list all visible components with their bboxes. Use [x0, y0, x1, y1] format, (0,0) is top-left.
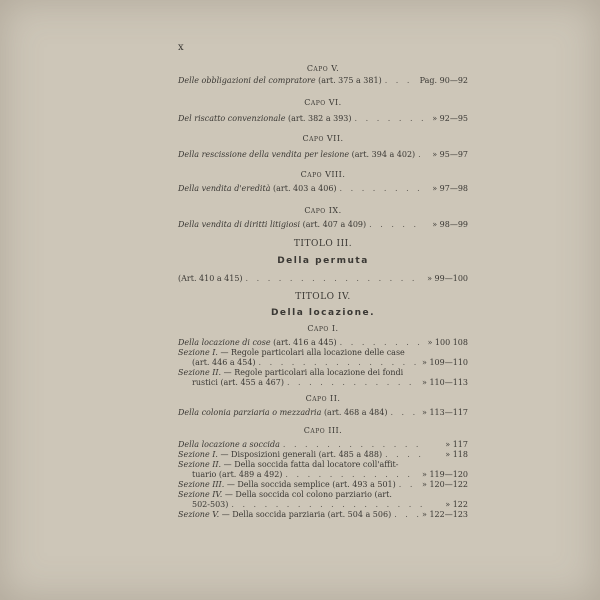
leader-dots: [340, 338, 423, 348]
leader-dots: [385, 76, 417, 86]
entry-pages: Pag. 90—92: [419, 76, 468, 85]
section-label: Sezione III.: [178, 480, 225, 489]
leader-dots: [394, 510, 419, 520]
toc-entry-continuation[interactable]: [178, 500, 468, 510]
entry-title: — Della soccida fatta dal locatore coll'affit-: [223, 460, 399, 469]
entry-title: Della rescissione della vendita per lesione: [178, 150, 350, 159]
entry-articles: (art. 485 a 488): [318, 450, 383, 459]
toc-entry-continuation[interactable]: [178, 470, 468, 480]
entry-pages: » 120—122: [422, 480, 468, 489]
toc-entry[interactable]: [178, 348, 468, 358]
toc-entry-continuation[interactable]: [178, 358, 468, 368]
entry-pages: » 98—99: [432, 220, 468, 229]
entry-title: Del riscatto convenzionale: [178, 114, 286, 123]
section-label: Sezione I.: [178, 450, 218, 459]
title-name: Della permuta: [277, 256, 369, 266]
leader-dots: [385, 450, 423, 460]
entry-pages: » 100 108: [427, 338, 468, 347]
entry-articles: rustici (art. 455 a 467): [192, 378, 284, 387]
entry-pages: » 110—113: [422, 378, 468, 387]
chapter-heading: Capo II.: [305, 394, 341, 403]
entry-articles: (art. 403 a 406): [273, 184, 337, 193]
entry-articles: (art. 416 a 445): [273, 338, 337, 347]
leader-dots: [369, 220, 423, 230]
entry-articles: (art. 382 a 393): [287, 114, 352, 123]
entry-pages: » 113—117: [422, 408, 468, 417]
chapter-heading: Capo VIII.: [300, 170, 346, 179]
entry-pages: » 95—97: [432, 150, 468, 159]
entry-title: — Regole particolari alla locazione delle case: [220, 348, 405, 357]
entry-title: Della locazione a soccida: [178, 440, 280, 449]
entry-pages: » 117: [445, 440, 468, 449]
toc-entry[interactable]: [178, 220, 468, 230]
section-label: Sezione IV.: [178, 490, 223, 499]
leader-dots: [287, 378, 419, 388]
toc-entry[interactable]: [178, 368, 468, 378]
entry-pages: » 122: [445, 500, 468, 509]
entry-articles: (Art. 410 a 415): [178, 274, 243, 283]
chapter-entries: [178, 338, 468, 388]
entry-articles: (art. 394 a 402): [351, 150, 416, 159]
entry-title: — Della soccida semplice: [226, 480, 330, 489]
entry-articles: (art. 375 a 381): [318, 76, 382, 85]
entry-articles: (art. 407 a 409): [302, 220, 367, 229]
entry-articles: tuario (art. 489 a 492): [192, 470, 283, 479]
entry-pages: » 109—110: [422, 358, 468, 367]
entry-articles: 502-503): [192, 500, 229, 509]
title-heading: TITOLO IV.: [295, 292, 351, 302]
leader-dots: [390, 408, 419, 418]
section-label: Sezione II.: [178, 368, 222, 377]
entry-title: — Regole particolari alla locazione dei fondi: [223, 368, 404, 377]
toc-entry[interactable]: [178, 408, 468, 418]
page-number: x: [178, 42, 184, 53]
toc-entry[interactable]: [178, 510, 468, 520]
section-label: Sezione V.: [178, 510, 220, 519]
toc-entry[interactable]: [178, 76, 468, 86]
entry-articles: (art. 504 a 506): [327, 510, 392, 519]
entry-title: Della vendita d'eredità: [178, 184, 271, 193]
chapter-heading: Capo VII.: [302, 134, 344, 143]
leader-dots: [340, 184, 423, 194]
toc-entry[interactable]: [178, 480, 468, 490]
entry-pages: » 92—95: [432, 114, 468, 123]
toc-entry-continuation[interactable]: [178, 378, 468, 388]
toc-entry[interactable]: [178, 274, 468, 284]
leader-dots: [285, 470, 419, 480]
leader-dots: [283, 440, 423, 450]
title-heading: TITOLO III.: [293, 239, 353, 249]
chapter-heading: Capo VI.: [304, 98, 342, 107]
toc-entry[interactable]: [178, 490, 468, 500]
chapter-entries: [178, 440, 468, 520]
toc-entry[interactable]: [178, 150, 468, 160]
leader-dots: [246, 274, 423, 284]
entry-title: Della locazione di cose: [178, 338, 271, 347]
toc-entry[interactable]: [178, 450, 468, 460]
entry-articles: (art. 493 a 501): [332, 480, 396, 489]
toc-entry[interactable]: [178, 184, 468, 194]
entry-title: Della colonia parziaria o mezzadria: [178, 408, 322, 417]
toc-entry[interactable]: [178, 460, 468, 470]
entry-title: — Della soccida col colono parziario (art.: [224, 490, 392, 499]
leader-dots: [399, 480, 419, 490]
leader-dots: [418, 150, 423, 160]
entry-title: — Disposizioni generali: [220, 450, 317, 459]
leader-dots: [355, 114, 423, 124]
leader-dots: [259, 358, 419, 368]
section-label: Sezione II.: [178, 460, 222, 469]
entry-title: Delle obbligazioni del compratore: [178, 76, 316, 85]
entry-pages: » 118: [445, 450, 468, 459]
section-label: Sezione I.: [178, 348, 218, 357]
entry-pages: » 97—98: [432, 184, 468, 193]
entry-pages: » 119—120: [422, 470, 468, 479]
leader-dots: [231, 500, 423, 510]
entry-title: Della vendita di diritti litigiosi: [178, 220, 301, 229]
chapter-heading: Capo V.: [306, 64, 340, 73]
entry-title: — Della soccida parziaria: [221, 510, 326, 519]
title-name: Della locazione.: [270, 308, 376, 318]
toc-entry[interactable]: [178, 338, 468, 348]
chapter-heading: Capo I.: [307, 324, 339, 333]
entry-pages: » 99—100: [427, 274, 468, 283]
entry-articles: (art. 446 a 454): [192, 358, 256, 367]
chapter-heading: Capo IX.: [304, 206, 342, 215]
chapter-heading: Capo III.: [303, 426, 343, 435]
toc-entry[interactable]: [178, 440, 468, 450]
entry-pages: » 122—123: [422, 510, 468, 519]
entry-articles: (art. 468 a 484): [323, 408, 388, 417]
toc-entry[interactable]: [178, 114, 468, 124]
